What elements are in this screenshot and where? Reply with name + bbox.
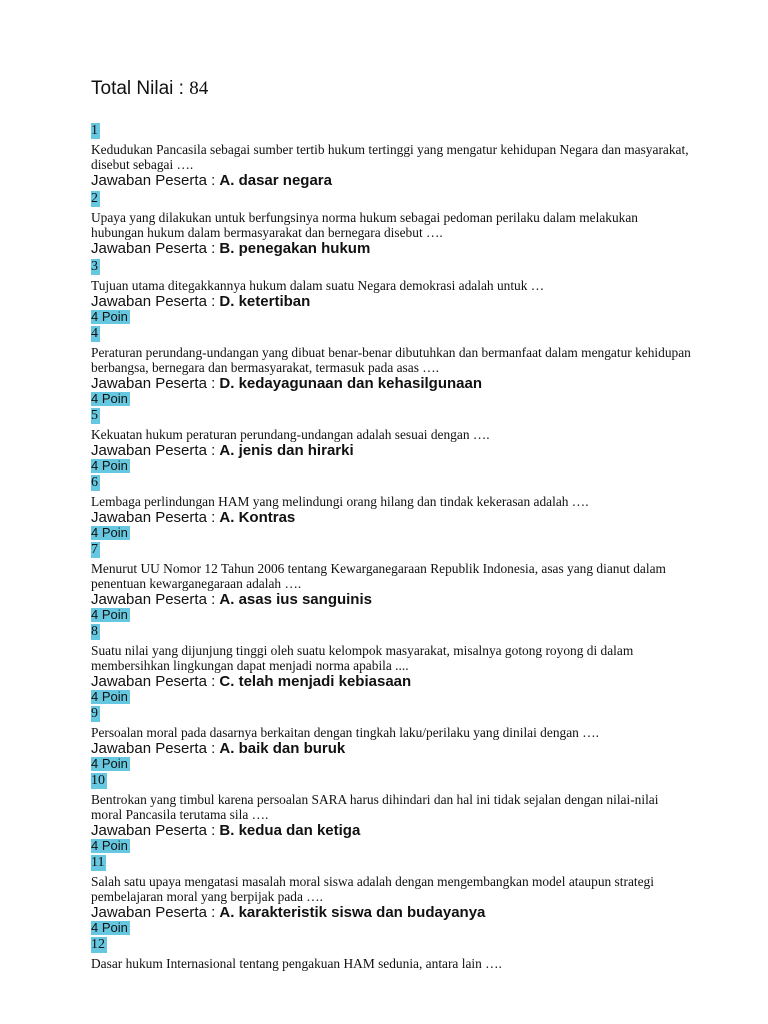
answer-value: A. karakteristik siswa dan budayanya bbox=[219, 904, 486, 921]
answer-line bbox=[91, 240, 691, 257]
points-badge: 4 Poin bbox=[91, 458, 128, 473]
question-text: Suatu nilai yang dijunjung tinggi oleh suatu kelompok masyarakat, misalnya gotong royong di dalam membersihkan lingkungan dapat menjadi norma apabila .... bbox=[91, 643, 634, 673]
points-badge: 4 Poin bbox=[91, 838, 128, 853]
answer-prefix: Jawaban Peserta : bbox=[91, 375, 220, 392]
answer-value: A. dasar negara bbox=[219, 172, 332, 189]
answer-prefix: Jawaban Peserta : bbox=[91, 740, 220, 757]
question-item bbox=[91, 324, 691, 406]
answer-line bbox=[91, 740, 691, 757]
question-text: Menurut UU Nomor 12 Tahun 2006 tentang Kewarganegaraan Republik Indonesia, asas yang dianut dalam penentuan kewarganegaraan adalah …. bbox=[91, 561, 666, 591]
total-score-label: Total Nilai : bbox=[91, 78, 190, 99]
question-number: 4 bbox=[91, 326, 98, 341]
question-number: 8 bbox=[91, 624, 98, 639]
question-item bbox=[91, 853, 691, 935]
question-item bbox=[91, 257, 691, 324]
question-number: 5 bbox=[91, 408, 98, 423]
question-number: 3 bbox=[91, 259, 98, 274]
points-badge: 4 Poin bbox=[91, 525, 128, 540]
answer-line bbox=[91, 591, 691, 608]
answer-value: A. jenis dan hirarki bbox=[219, 442, 354, 459]
question-item bbox=[91, 121, 691, 189]
question-number: 7 bbox=[91, 542, 98, 557]
question-text: Tujuan utama ditegakkannya hukum dalam suatu Negara demokrasi adalah untuk … bbox=[91, 278, 545, 293]
question-item bbox=[91, 704, 691, 771]
question-item bbox=[91, 771, 691, 853]
question-item bbox=[91, 622, 691, 704]
answer-line bbox=[91, 822, 691, 839]
answer-value: A. asas ius sanguinis bbox=[219, 591, 372, 608]
question-item bbox=[91, 540, 691, 622]
points-badge: 4 Poin bbox=[91, 391, 128, 406]
points-badge: 4 Poin bbox=[91, 607, 128, 622]
points-badge: 4 Poin bbox=[91, 689, 128, 704]
question-text: Dasar hukum Internasional tentang pengakuan HAM sedunia, antara lain …. bbox=[91, 956, 502, 971]
question-text: Salah satu upaya mengatasi masalah moral siswa adalah dengan mengembangkan model ataupun strategi pembelajaran moral yang berpijak pada …. bbox=[91, 874, 654, 904]
answer-prefix: Jawaban Peserta : bbox=[91, 904, 220, 921]
answer-value: A. baik dan buruk bbox=[219, 740, 346, 757]
points-badge: 4 Poin bbox=[91, 756, 128, 771]
answer-value: A. Kontras bbox=[219, 509, 296, 526]
answer-prefix: Jawaban Peserta : bbox=[91, 673, 220, 690]
answer-prefix: Jawaban Peserta : bbox=[91, 293, 220, 310]
points-badge: 4 Poin bbox=[91, 920, 128, 935]
question-item bbox=[91, 935, 691, 971]
answer-value: B. kedua dan ketiga bbox=[219, 822, 361, 839]
question-text: Peraturan perundang-undangan yang dibuat benar-benar dibutuhkan dan bermanfaat dalam mengatur kehidupan berbangsa, bernegara dan bermasyarakat, termasuk pada asas …. bbox=[91, 345, 691, 375]
answer-value: D. ketertiban bbox=[219, 293, 311, 310]
answer-value: D. kedayagunaan dan kehasilgunaan bbox=[219, 375, 483, 392]
question-text: Kekuatan hukum peraturan perundang-undangan adalah sesuai dengan …. bbox=[91, 427, 490, 442]
question-text: Bentrokan yang timbul karena persoalan SARA harus dihindari dan hal ini tidak sejalan dengan nilai-nilai moral Pancasila terutama sila …. bbox=[91, 792, 659, 822]
answer-prefix: Jawaban Peserta : bbox=[91, 822, 220, 839]
question-number: 11 bbox=[91, 855, 105, 870]
question-text: Lembaga perlindungan HAM yang melindungi orang hilang dan tindak kekerasan adalah …. bbox=[91, 494, 589, 509]
answer-line bbox=[91, 509, 691, 526]
question-text: Upaya yang dilakukan untuk berfungsinya norma hukum sebagai pedoman perilaku dalam melakukan hubungan hukum dalam bermasyarakat dan bernegara disebut …. bbox=[91, 210, 638, 240]
question-number: 2 bbox=[91, 191, 98, 206]
question-number: 12 bbox=[91, 937, 105, 952]
question-number: 10 bbox=[91, 773, 105, 788]
question-text: Kedudukan Pancasila sebagai sumber tertib hukum tertinggi yang mengatur kehidupan Negara dan masyarakat, disebut sebagai …. bbox=[91, 142, 689, 172]
question-text: Persoalan moral pada dasarnya berkaitan dengan tingkah laku/perilaku yang dinilai dengan …. bbox=[91, 725, 599, 740]
question-item bbox=[91, 406, 691, 473]
answer-line bbox=[91, 904, 691, 921]
question-number: 6 bbox=[91, 475, 98, 490]
answer-line bbox=[91, 375, 691, 392]
answer-prefix: Jawaban Peserta : bbox=[91, 591, 220, 608]
question-item bbox=[91, 189, 691, 257]
points-badge: 4 Poin bbox=[91, 309, 128, 324]
answer-prefix: Jawaban Peserta : bbox=[91, 172, 220, 189]
total-score-value: 84 bbox=[189, 78, 209, 99]
total-score bbox=[91, 78, 208, 100]
question-number: 9 bbox=[91, 706, 98, 721]
question-item bbox=[91, 473, 691, 540]
answer-line bbox=[91, 172, 691, 189]
question-list bbox=[91, 121, 691, 971]
answer-line bbox=[91, 293, 691, 310]
answer-prefix: Jawaban Peserta : bbox=[91, 442, 220, 459]
answer-value: B. penegakan hukum bbox=[219, 240, 371, 257]
answer-value: C. telah menjadi kebiasaan bbox=[219, 673, 412, 690]
answer-prefix: Jawaban Peserta : bbox=[91, 509, 220, 526]
question-number: 1 bbox=[91, 123, 98, 138]
answer-line bbox=[91, 673, 691, 690]
answer-prefix: Jawaban Peserta : bbox=[91, 240, 220, 257]
answer-line bbox=[91, 442, 691, 459]
